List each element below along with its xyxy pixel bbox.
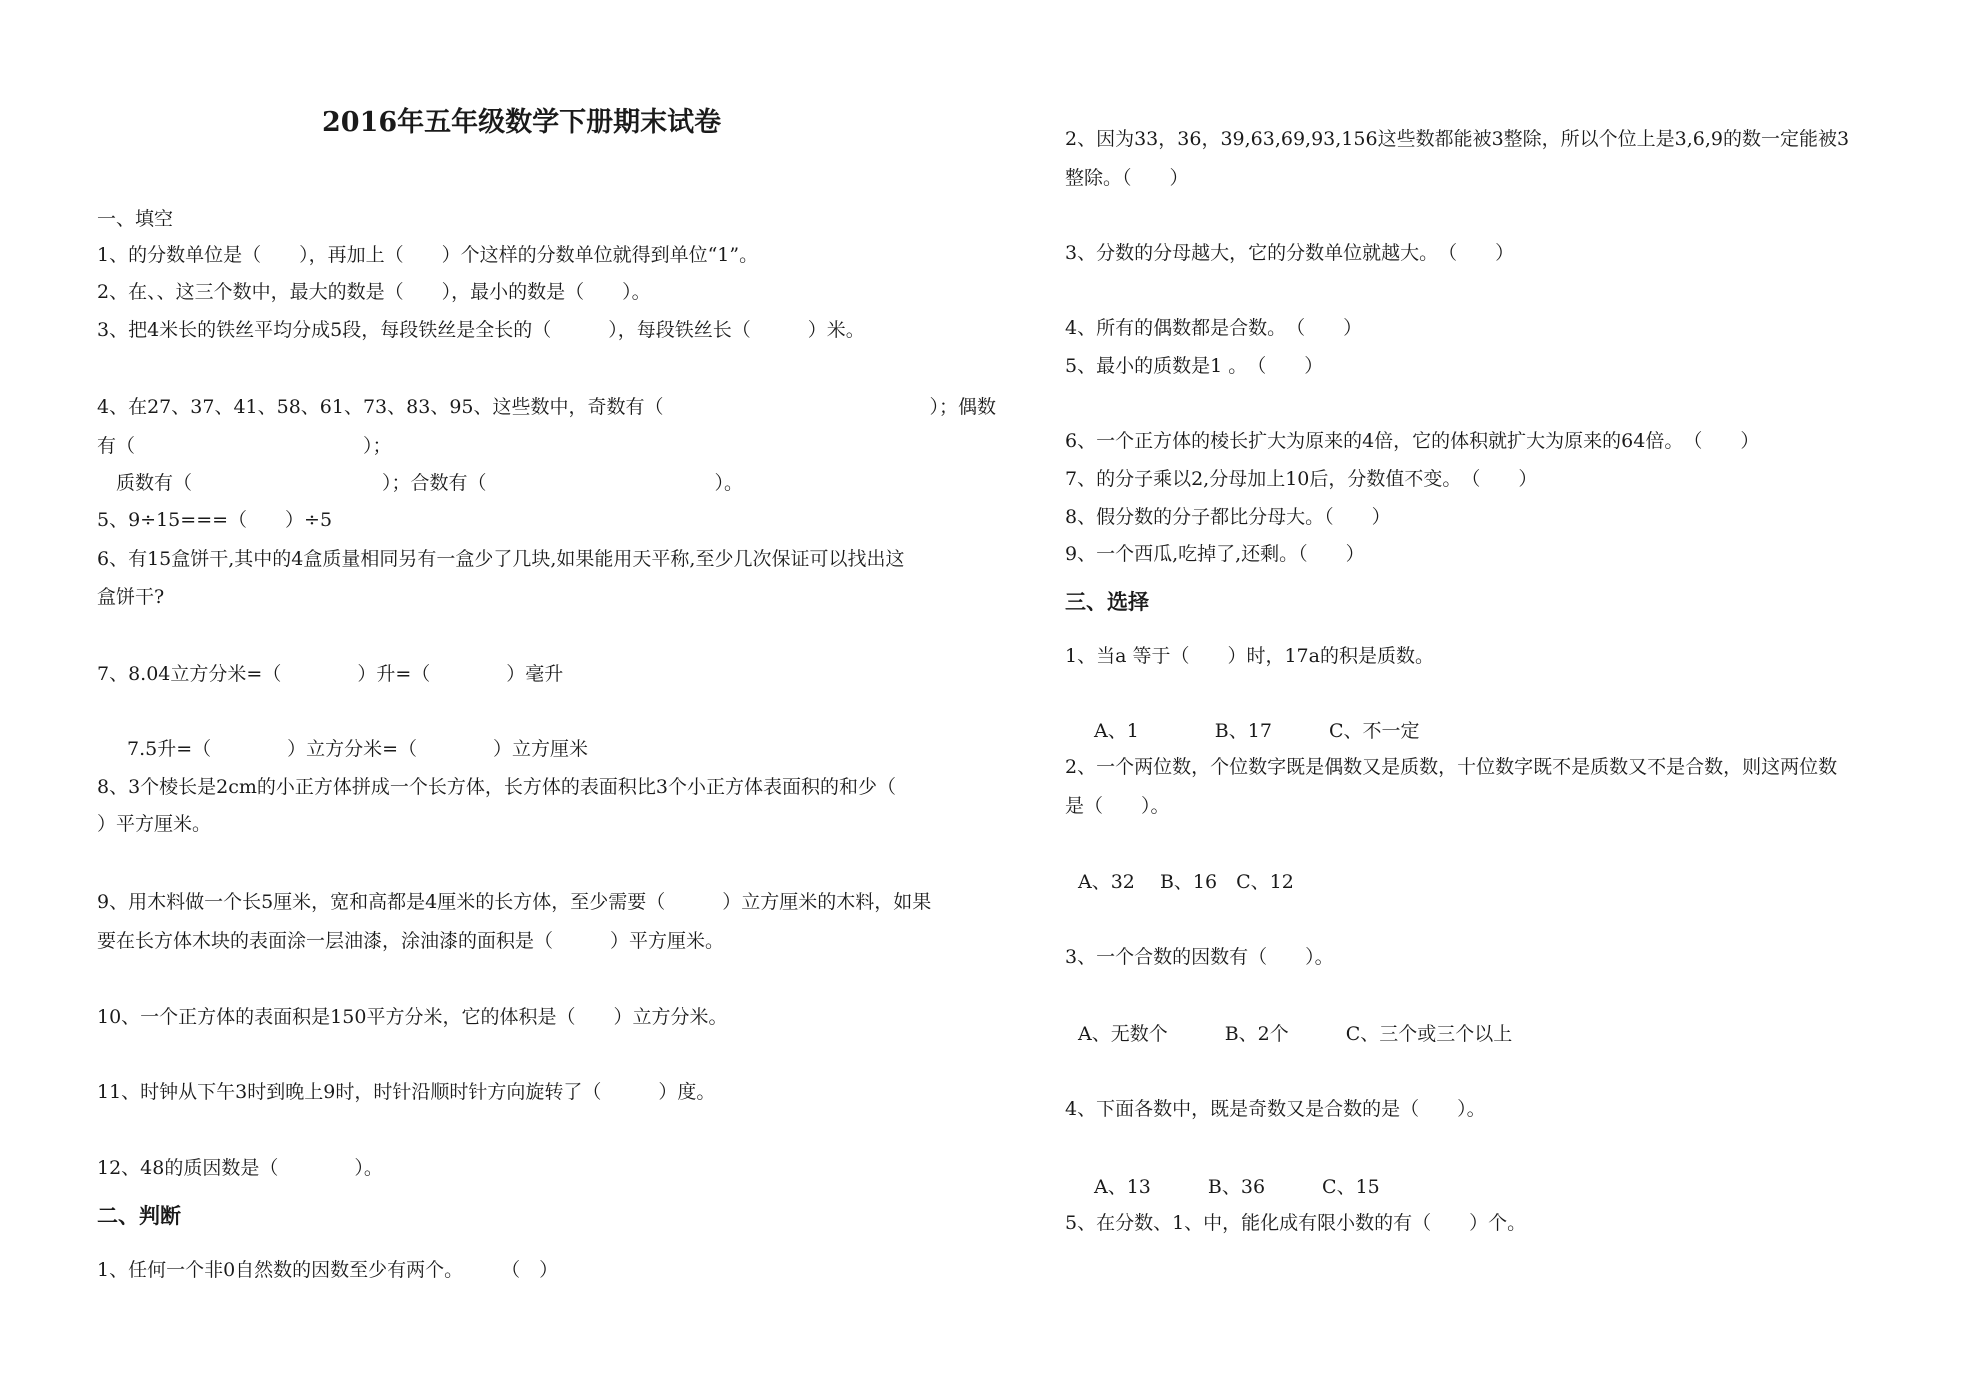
choice-question-5: 5、在分数、1、中，能化成有限小数的有（ ）个。 [1065,1212,1527,1234]
fill-question-12: 12、48的质因数是（ ）。 [97,1157,383,1179]
section-choice-heading: 三、选择 [1065,589,1149,614]
fill-question-7-line2: 7.5升=（ ）立方分米=（ ）立方厘米 [127,738,589,760]
fill-question-7-line1: 7、8.04立方分米=（ ）升=（ ）毫升 [97,663,564,685]
fill-question-6-line1: 6、有15盒饼干,其中的4盒质量相同另有一盒少了几块,如果能用天平称,至少几次保证可以找出这 [97,548,905,570]
choice-question-2-line2: 是（ ）。 [1065,795,1170,817]
judge-question-8: 8、假分数的分子都比分母大。（ ） [1065,506,1391,528]
choice-question-2-options: A、32 B、16 C、12 [1078,871,1294,893]
choice-question-4: 4、下面各数中，既是奇数又是合数的是（ ）。 [1065,1098,1486,1120]
choice-question-4-options: A、13 B、36 C、15 [1094,1176,1380,1198]
judge-question-2-line1: 2、因为33，36，39,63,69,93,156这些数都能被3整除，所以个位上是3,6,9的数一定能被3 [1065,128,1850,150]
fill-question-4-line1: 4、在27、37、41、58、61、73、83、95、这些数中，奇数有（ ）；偶数 [97,396,997,418]
judge-question-4: 4、所有的偶数都是合数。 （ ） [1065,317,1363,339]
section-judge-heading: 二、判断 [97,1203,181,1228]
exam-title: 2016年五年级数学下册期末试卷 [322,107,722,138]
judge-question-9: 9、一个西瓜,吃掉了,还剩。（ ） [1065,543,1365,565]
fill-question-1: 1、的分数单位是（ ），再加上（ ）个这样的分数单位就得到单位“1”。 [97,244,759,266]
fill-question-6-line2: 盒饼干? [97,586,165,608]
fill-question-2: 2、在、、这三个数中，最大的数是（ ），最小的数是（ ）。 [97,281,651,303]
fill-question-4-line3: 质数有（ ）；合数有（ ）。 [116,472,744,494]
fill-question-3: 3、把4米长的铁丝平均分成5段，每段铁丝是全长的（ ），每段铁丝长（ ）米。 [97,319,865,341]
choice-question-3-options: A、无数个 B、2个 C、三个或三个以上 [1078,1023,1513,1045]
judge-question-7: 7、的分子乘以2,分母加上10后，分数值不变。 （ ） [1065,468,1538,490]
fill-question-8-line2: ）平方厘米。 [97,813,212,835]
judge-question-3: 3、分数的分母越大，它的分数单位就越大。 （ ） [1065,242,1515,264]
fill-question-10: 10、一个正方体的表面积是150平方分米，它的体积是（ ）立方分米。 [97,1006,728,1028]
fill-question-9-line1: 9、用木料做一个长5厘米，宽和高都是4厘米的长方体，至少需要（ ）立方厘米的木料，如果 [97,891,932,913]
judge-question-6: 6、一个正方体的棱长扩大为原来的4倍，它的体积就扩大为原来的64倍。 （ ） [1065,430,1760,452]
choice-question-3: 3、一个合数的因数有（ ）。 [1065,946,1334,968]
choice-question-1: 1、当a 等于（ ）时，17a的积是质数。 [1065,645,1434,667]
fill-question-4-line2: 有（ ）； [97,435,392,457]
fill-question-9-line2: 要在长方体木块的表面涂一层油漆，涂油漆的面积是（ ）平方厘米。 [97,930,725,952]
choice-question-1-options: A、1 B、17 C、不一定 [1094,720,1420,742]
fill-question-8-line1: 8、3个棱长是2cm的小正方体拼成一个长方体，长方体的表面积比3个小正方体表面积的和少（ [97,776,897,798]
fill-question-5: 5、9÷15===（ ）÷5 [97,509,333,531]
fill-question-11: 11、时钟从下午3时到晚上9时，时针沿顺时针方向旋转了（ ）度。 [97,1081,716,1103]
judge-question-5: 5、最小的质数是1 。 （ ） [1065,355,1324,377]
judge-question-2-line2: 整除。（ ） [1065,167,1189,189]
section-fill-heading: 一、填空 [97,208,174,230]
choice-question-2-line1: 2、一个两位数，个位数字既是偶数又是质数，十位数字既不是质数又不是合数，则这两位数 [1065,756,1838,778]
judge-question-1: 1、任何一个非0自然数的因数至少有两个。 （ ） [97,1259,559,1281]
